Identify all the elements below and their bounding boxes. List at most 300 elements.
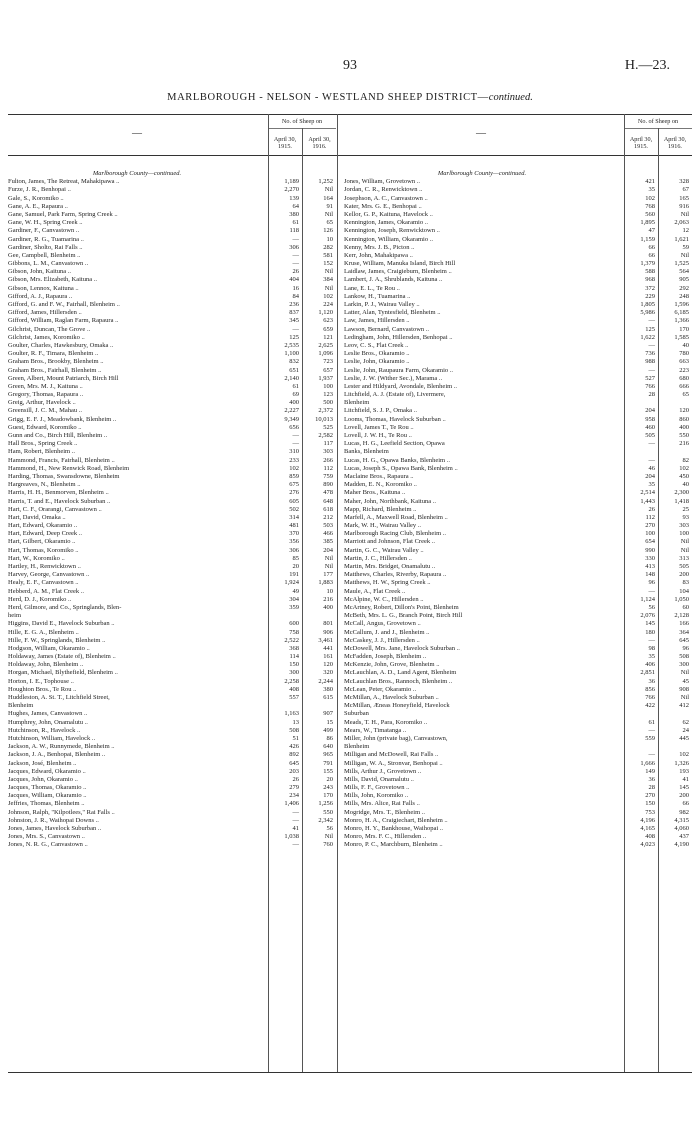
table-row bbox=[8, 367, 336, 375]
sheep-1916: 65 bbox=[682, 391, 689, 399]
title-main: MARLBOROUGH - NELSON - WESTLAND SHEEP DISTRICT— bbox=[167, 92, 489, 103]
owner-name: Lambert, J. A., Shrublands, Kaituna .. bbox=[344, 276, 443, 284]
table-row bbox=[8, 629, 336, 637]
sheep-1915: — bbox=[292, 251, 299, 259]
sheep-1916: 91 bbox=[326, 202, 333, 210]
sheep-1915: 270 bbox=[645, 792, 655, 800]
sheep-1915: 36 bbox=[648, 775, 655, 783]
table-row bbox=[8, 309, 336, 317]
sheep-1916: 982 bbox=[679, 808, 689, 816]
table-row bbox=[344, 653, 692, 661]
sheep-1915: 2,227 bbox=[284, 407, 299, 415]
sheep-1915: 753 bbox=[645, 808, 655, 816]
table-row bbox=[8, 809, 336, 817]
sheep-1916: 4,315 bbox=[674, 816, 689, 824]
sheep-1915: 112 bbox=[645, 513, 655, 521]
sheep-1916: 204 bbox=[323, 546, 333, 554]
owner-name: Milligan, W. A., Stronvar, Benhopai .. bbox=[344, 759, 443, 767]
table-row bbox=[344, 669, 692, 677]
sheep-1916: Nil bbox=[324, 833, 333, 841]
sheep-1916: 525 bbox=[323, 423, 333, 431]
sheep-1916: 170 bbox=[323, 792, 333, 800]
page-title bbox=[0, 92, 700, 103]
table-row bbox=[8, 555, 336, 563]
sheep-1916: 112 bbox=[323, 464, 333, 472]
owner-name: Marriott and Johnson, Flat Creek .. bbox=[344, 538, 435, 546]
table-row bbox=[344, 432, 692, 440]
sheep-1916: 200 bbox=[679, 792, 689, 800]
table-row bbox=[344, 481, 692, 489]
table-row bbox=[344, 375, 692, 383]
owner-name: Hart, David, Omaka .. bbox=[8, 513, 66, 521]
left-1915-header bbox=[268, 136, 302, 150]
sheep-1915: 310 bbox=[289, 448, 299, 456]
table-row bbox=[8, 522, 336, 530]
table-row bbox=[8, 751, 336, 759]
sheep-1916: 791 bbox=[323, 759, 333, 767]
owner-name: Mark, W. H., Wairau Valley .. bbox=[344, 522, 422, 530]
sheep-1916: 212 bbox=[323, 513, 333, 521]
table-row bbox=[8, 473, 336, 481]
table-row bbox=[8, 645, 336, 653]
table-row bbox=[344, 825, 692, 833]
owner-name: Monro, Mrs. F. C., Hillersden .. bbox=[344, 833, 427, 841]
owner-name: Hartley, H., Renwicktown .. bbox=[8, 563, 81, 570]
owner-name: Mears, W., Timatanga .. bbox=[344, 726, 407, 734]
table-row bbox=[8, 432, 336, 440]
sheep-1916: 41 bbox=[682, 775, 689, 783]
sheep-1916: 216 bbox=[323, 595, 333, 603]
table-row bbox=[344, 440, 692, 448]
sheep-1916: 193 bbox=[679, 767, 689, 775]
owner-name: Lawson, Bernard, Canvastown .. bbox=[344, 325, 430, 333]
owner-name: Blenheim bbox=[344, 743, 370, 751]
table-row bbox=[344, 571, 692, 579]
sheep-1916: 640 bbox=[323, 743, 333, 751]
sheep-1915: 28 bbox=[648, 391, 655, 399]
sheep-1915: 102 bbox=[289, 464, 299, 472]
sheep-1916: 120 bbox=[679, 407, 689, 415]
owner-name: Jackson, J. A., Benhopai, Blenheim .. bbox=[8, 751, 106, 759]
table-row bbox=[8, 268, 336, 276]
table-row bbox=[8, 301, 336, 309]
owner-name: McDowell, Mrs. Jane, Havelock Suburban .. bbox=[344, 644, 460, 652]
sheep-1915: 233 bbox=[289, 456, 299, 464]
owner-name: Hart, Gilbert, Okaramio .. bbox=[8, 538, 76, 546]
table-row bbox=[344, 833, 692, 841]
owner-name: Kellor, G. P., Kaituna, Havelock .. bbox=[344, 210, 433, 218]
owner-name: Horton, I. E., Tophouse .. bbox=[8, 677, 74, 685]
sheep-1916: 364 bbox=[679, 628, 689, 636]
table-row bbox=[344, 710, 692, 718]
table-row bbox=[344, 694, 692, 702]
sheep-1916: 170 bbox=[679, 325, 689, 333]
table-row bbox=[344, 547, 692, 555]
owner-name: Gunn and Co., Birch Hill, Blenheim .. bbox=[8, 432, 108, 439]
sheep-1916: 161 bbox=[323, 653, 333, 661]
sheep-1916: 292 bbox=[679, 284, 689, 292]
sheep-1915: — bbox=[648, 751, 655, 759]
owner-name: Milligan and McDowell, Rai Falls .. bbox=[344, 751, 439, 759]
table-row bbox=[344, 506, 692, 514]
sheep-1915: 150 bbox=[289, 661, 299, 669]
owner-name: Kennington, James, Okaramio .. bbox=[344, 219, 428, 227]
sheep-1915: 1,406 bbox=[284, 800, 299, 808]
sheep-1916: 623 bbox=[323, 317, 333, 325]
owner-name: Gardiner, R. G., Tuamarina .. bbox=[8, 235, 84, 243]
table-row bbox=[8, 792, 336, 800]
owner-name: Herd, Gilmore, and Co., Springlands, Blen- bbox=[8, 603, 122, 611]
table-row bbox=[344, 383, 692, 391]
sheep-1915: 96 bbox=[648, 579, 655, 587]
table-row bbox=[344, 702, 692, 710]
sheep-1916: 759 bbox=[323, 472, 333, 480]
left-1916-line1: April 30, bbox=[308, 136, 331, 143]
table-row bbox=[8, 719, 336, 727]
table-row bbox=[344, 661, 692, 669]
right-1916-line2: 1916. bbox=[668, 143, 682, 150]
sheep-1916: 266 bbox=[323, 456, 333, 464]
sheep-1916: 15 bbox=[326, 718, 333, 726]
sheep-1915: — bbox=[648, 366, 655, 374]
sheep-1916: 300 bbox=[679, 661, 689, 669]
sheep-1916: 2,300 bbox=[674, 489, 689, 497]
table-row bbox=[8, 244, 336, 252]
sheep-1916: 581 bbox=[323, 251, 333, 259]
sheep-1916: 500 bbox=[323, 399, 333, 407]
sheep-1916: 760 bbox=[323, 841, 333, 849]
owner-name: Jeffries, Thomas, Blenheim .. bbox=[8, 800, 85, 808]
sheep-1915: 359 bbox=[289, 603, 299, 611]
sheep-1915: 408 bbox=[645, 833, 655, 841]
sheep-1915: 508 bbox=[289, 726, 299, 734]
table-row bbox=[344, 489, 692, 497]
owner-name: Jones, William, Grovetown .. bbox=[344, 178, 420, 186]
right-1916-header bbox=[658, 136, 692, 150]
sheep-1916: 1,096 bbox=[318, 350, 333, 358]
sheep-1916: 303 bbox=[679, 522, 689, 530]
owner-name: Hille, E. G. A., Blenheim .. bbox=[8, 628, 79, 636]
sheep-1915: 149 bbox=[645, 767, 655, 775]
owner-name: Jackson, A. W., Runnymede, Blenheim .. bbox=[8, 743, 115, 751]
sheep-1915: 26 bbox=[292, 775, 299, 783]
table-row bbox=[344, 309, 692, 317]
table-row bbox=[344, 538, 692, 546]
right-1915-line2: 1915. bbox=[634, 143, 648, 150]
sheep-1915: 1,159 bbox=[640, 235, 655, 243]
left-1916-line2: 1916. bbox=[312, 143, 327, 150]
sheep-1915: 758 bbox=[289, 628, 299, 636]
sheep-1916: 60 bbox=[682, 603, 689, 611]
right-1916-line1: April 30, bbox=[663, 136, 687, 143]
owner-name: Huddleston, A. St. T., Litchfield Street, bbox=[8, 694, 110, 701]
sheep-1916: 200 bbox=[679, 571, 689, 579]
sheep-1915: 125 bbox=[289, 333, 299, 341]
owner-name: Goulter, Charles, Hawkesbury, Omaka .. bbox=[8, 341, 114, 349]
sheep-1916: 508 bbox=[679, 653, 689, 661]
table-row bbox=[8, 563, 336, 571]
table-row bbox=[8, 637, 336, 645]
table-row bbox=[344, 530, 692, 538]
owner-name: McCall, Angus, Grovetown .. bbox=[344, 620, 421, 628]
sheep-1916: 2,128 bbox=[674, 612, 689, 620]
sheep-1915: 229 bbox=[645, 292, 655, 300]
owner-name: Hammond, H., New Renwick Road, Blenheim bbox=[8, 464, 130, 472]
owner-name: Gifford, William, Raglan Farm, Rapaura .. bbox=[8, 317, 119, 325]
table-row bbox=[344, 817, 692, 825]
sheep-1915: 422 bbox=[645, 702, 655, 710]
owner-name: Mills, Arthur J., Grovetown .. bbox=[344, 767, 422, 775]
table-row bbox=[8, 342, 336, 350]
owner-name: Gane, Samuel, Park Farm, Spring Creek .. bbox=[8, 210, 118, 218]
sheep-1916: 83 bbox=[682, 579, 689, 587]
sheep-1916: 152 bbox=[323, 260, 333, 268]
owner-name: Gibson, Lennox, Kaituna .. bbox=[8, 284, 79, 292]
sheep-1916: 96 bbox=[682, 644, 689, 652]
sheep-1916: 445 bbox=[679, 734, 689, 742]
sheep-1916: 216 bbox=[679, 440, 689, 448]
owner-name: Lovell, J. W. H., Te Rou .. bbox=[344, 432, 412, 439]
center-divider bbox=[337, 114, 338, 1072]
sheep-1915: — bbox=[648, 341, 655, 349]
sheep-1915: 2,851 bbox=[640, 669, 655, 677]
sheep-1916: 2,372 bbox=[318, 407, 333, 415]
table-row bbox=[8, 252, 336, 260]
sheep-1915: 35 bbox=[648, 653, 655, 661]
sheep-1916: 499 bbox=[323, 726, 333, 734]
sheep-1915: 100 bbox=[645, 530, 655, 538]
sheep-1915: — bbox=[292, 432, 299, 439]
owner-name: Lester and Hildyard, Avondale, Blenheim .. bbox=[344, 382, 458, 390]
left-1915-line2: 1915. bbox=[278, 143, 292, 150]
owner-name: Maher Bros., Kaituna .. bbox=[344, 489, 406, 497]
table-row bbox=[344, 391, 692, 399]
owner-name: Gifford, A. J., Rapaura .. bbox=[8, 292, 73, 300]
owner-name: Jacques, Thomas, Okaramio .. bbox=[8, 784, 87, 792]
owner-name: Suburban bbox=[344, 710, 369, 718]
owner-name: Higgins, David E., Havelock Suburban .. bbox=[8, 620, 115, 628]
table-row bbox=[8, 547, 336, 555]
sheep-1915: 314 bbox=[289, 513, 299, 521]
table-row bbox=[8, 506, 336, 514]
table-row bbox=[344, 457, 692, 465]
sheep-1915: 557 bbox=[289, 694, 299, 701]
table-row bbox=[344, 219, 692, 227]
owner-name: Gibson, John, Kaituna .. bbox=[8, 268, 72, 276]
table-row bbox=[344, 424, 692, 432]
owner-name: Monro, H. A., Craigiechart, Blenheim .. bbox=[344, 816, 448, 824]
owner-name: Litchfield, S. J. P., Omaka .. bbox=[344, 407, 417, 415]
sheep-1915: 61 bbox=[292, 382, 299, 390]
sheep-1915: 1,163 bbox=[284, 710, 299, 718]
table-row bbox=[8, 743, 336, 751]
sheep-1916: Nil bbox=[324, 210, 333, 218]
table-row bbox=[8, 678, 336, 686]
sheep-1915: 118 bbox=[289, 227, 299, 235]
sheep-1916: 907 bbox=[323, 710, 333, 718]
owner-name: Goulter, R. F., Timara, Blenheim .. bbox=[8, 350, 99, 358]
sheep-1916: 1,621 bbox=[674, 235, 689, 243]
table-row bbox=[344, 776, 692, 784]
table-row bbox=[344, 178, 692, 186]
sheep-1916: 1,525 bbox=[674, 260, 689, 268]
sheep-1916: 303 bbox=[323, 448, 333, 456]
sheep-1916: 659 bbox=[323, 325, 333, 333]
sheep-1916: 1,883 bbox=[318, 579, 333, 587]
table-row bbox=[8, 440, 336, 448]
sheep-1915: 145 bbox=[645, 620, 655, 628]
owner-name: Miller, John (private bag), Canvastown, bbox=[344, 734, 448, 742]
sheep-1916: 505 bbox=[679, 563, 689, 570]
table-row bbox=[8, 465, 336, 473]
sheep-1916: 100 bbox=[679, 530, 689, 538]
table-row bbox=[344, 809, 692, 817]
sheep-1916: 2,625 bbox=[318, 341, 333, 349]
sheep-1916: 2,582 bbox=[318, 432, 333, 439]
sheep-1916: 313 bbox=[679, 554, 689, 562]
left-sheep-on-header: No. of Sheep on bbox=[281, 118, 323, 125]
table-row bbox=[344, 760, 692, 768]
sheep-1915: 304 bbox=[289, 595, 299, 603]
table-row bbox=[344, 276, 692, 284]
owner-name: Harris, H. H., Benmorven, Blenheim .. bbox=[8, 489, 109, 497]
sheep-1916: 164 bbox=[323, 194, 333, 202]
sheep-1916: 166 bbox=[679, 620, 689, 628]
bottom-rule bbox=[8, 1072, 692, 1073]
table-row bbox=[344, 317, 692, 325]
owner-name: Leslie Bros., Okaramio .. bbox=[344, 350, 410, 358]
sheep-1916: 663 bbox=[679, 358, 689, 366]
sheep-1915: 2,514 bbox=[640, 489, 655, 497]
table-row bbox=[344, 367, 692, 375]
table-row bbox=[344, 604, 692, 612]
sheep-1915: 736 bbox=[645, 350, 655, 358]
owner-name: Guest, Edward, Koromiko .. bbox=[8, 423, 82, 431]
sheep-1915: 400 bbox=[289, 399, 299, 407]
sheep-1915: 651 bbox=[289, 366, 299, 374]
sheep-1916: 1,585 bbox=[674, 333, 689, 341]
owner-name: Harding, Thomas, Swansdowne, Blenheim bbox=[8, 472, 120, 480]
right-name-header: — bbox=[476, 128, 486, 139]
left-name-header: — bbox=[132, 128, 142, 139]
sheep-1916: 224 bbox=[323, 301, 333, 308]
owner-name: Mills, F. F., Grovetown .. bbox=[344, 784, 410, 792]
sheep-1915: 859 bbox=[289, 472, 299, 480]
sheep-1915: 236 bbox=[289, 301, 299, 308]
sheep-1916: Nil bbox=[680, 251, 689, 259]
owner-name: Laidlaw, James, Craigieburn, Blenheim .. bbox=[344, 268, 452, 276]
sheep-1916: 2,063 bbox=[674, 219, 689, 227]
sheep-1915: 98 bbox=[648, 644, 655, 652]
table-row bbox=[344, 407, 692, 415]
table-row bbox=[8, 661, 336, 669]
table-row bbox=[8, 375, 336, 383]
sheep-1916: 550 bbox=[323, 808, 333, 816]
owner-name: McKenzie, John, Grove, Blenheim .. bbox=[344, 661, 440, 669]
sheep-1915: 61 bbox=[648, 718, 655, 726]
sheep-1915: 408 bbox=[289, 685, 299, 693]
owner-name: McLean, Peter, Okaramio .. bbox=[344, 685, 417, 693]
table-row bbox=[344, 784, 692, 792]
sheep-1915: — bbox=[648, 636, 655, 644]
sheep-1916: 1,596 bbox=[674, 301, 689, 308]
table-row bbox=[344, 399, 692, 407]
sheep-1916: 2,244 bbox=[318, 677, 333, 685]
sheep-1916: 441 bbox=[323, 644, 333, 652]
sheep-1916: 102 bbox=[679, 751, 689, 759]
owner-name: Kater, Mrs. G. E., Benhopai .. bbox=[344, 202, 422, 210]
sheep-1916: Nil bbox=[680, 538, 689, 546]
sheep-1916: 177 bbox=[323, 571, 333, 579]
owner-name: Maclaine Bros., Rapaura .. bbox=[344, 472, 414, 480]
table-row bbox=[344, 743, 692, 751]
owner-name: Hart, Thomas, Koromiko .. bbox=[8, 546, 79, 554]
sheep-1915: 560 bbox=[645, 210, 655, 218]
owner-name: Furze, J. R., Benhopai .. bbox=[8, 186, 71, 194]
sheep-1916: 680 bbox=[679, 374, 689, 382]
owner-name: Mapp, Richard, Blenheim .. bbox=[344, 505, 417, 513]
sheep-1916: 906 bbox=[323, 628, 333, 636]
sheep-1916: 6,185 bbox=[674, 309, 689, 317]
owner-name: Josephson, A. C., Canvastown .. bbox=[344, 194, 428, 202]
sheep-1915: 84 bbox=[292, 292, 299, 300]
sheep-1915: 35 bbox=[648, 186, 655, 194]
sheep-1915: 20 bbox=[292, 563, 299, 570]
sheep-1916: 916 bbox=[679, 202, 689, 210]
owner-name: Gee, Campbell, Blenheim .. bbox=[8, 251, 81, 259]
sheep-1916: Nil bbox=[324, 563, 333, 570]
sheep-1915: 279 bbox=[289, 784, 299, 792]
sheep-1915: 1,100 bbox=[284, 350, 299, 358]
table-row bbox=[344, 768, 692, 776]
sheep-1916: 223 bbox=[679, 366, 689, 374]
sheep-1916: 126 bbox=[323, 227, 333, 235]
sheep-1916: 117 bbox=[323, 440, 333, 448]
owner-name: Marlborough Racing Club, Blenheim .. bbox=[344, 530, 447, 538]
sheep-1915: 1,895 bbox=[640, 219, 655, 227]
sheep-1916: 1,120 bbox=[318, 309, 333, 317]
sheep-1915: 36 bbox=[648, 677, 655, 685]
table-row bbox=[344, 252, 692, 260]
table-row bbox=[344, 293, 692, 301]
sheep-1915: 66 bbox=[648, 251, 655, 259]
table-row bbox=[344, 358, 692, 366]
table-row bbox=[344, 629, 692, 637]
owner-name: Jordan, C. R., Renwicktown .. bbox=[344, 186, 423, 194]
sheep-1915: 766 bbox=[645, 382, 655, 390]
sheep-1916: 59 bbox=[682, 243, 689, 251]
table-row bbox=[8, 383, 336, 391]
table-row bbox=[8, 727, 336, 735]
sheep-1916: 10 bbox=[326, 587, 333, 595]
left-column bbox=[8, 170, 336, 850]
sheep-1916: 564 bbox=[679, 268, 689, 276]
sheep-1915: 2,076 bbox=[640, 612, 655, 620]
owner-name: Kennington, William, Okaramio .. bbox=[344, 235, 433, 243]
sheep-1916: 450 bbox=[679, 472, 689, 480]
sheep-1916: 243 bbox=[323, 784, 333, 792]
owner-name: Hutchinson, William, Havelock .. bbox=[8, 734, 96, 742]
table-row bbox=[8, 236, 336, 244]
owner-name: McFadden, Joseph, Blenheim .. bbox=[344, 653, 427, 661]
owner-name: Houghton Bros., Te Rou .. bbox=[8, 685, 77, 693]
table-row bbox=[8, 710, 336, 718]
owner-name: Gane, W. H., Spring Creek .. bbox=[8, 219, 83, 227]
owner-name: Jones, James, Havelock Suburban .. bbox=[8, 825, 102, 832]
owner-name: Madden, E. N., Koromiko .. bbox=[344, 481, 417, 489]
right-1915-header bbox=[624, 136, 658, 150]
sheep-1916: 123 bbox=[323, 391, 333, 399]
